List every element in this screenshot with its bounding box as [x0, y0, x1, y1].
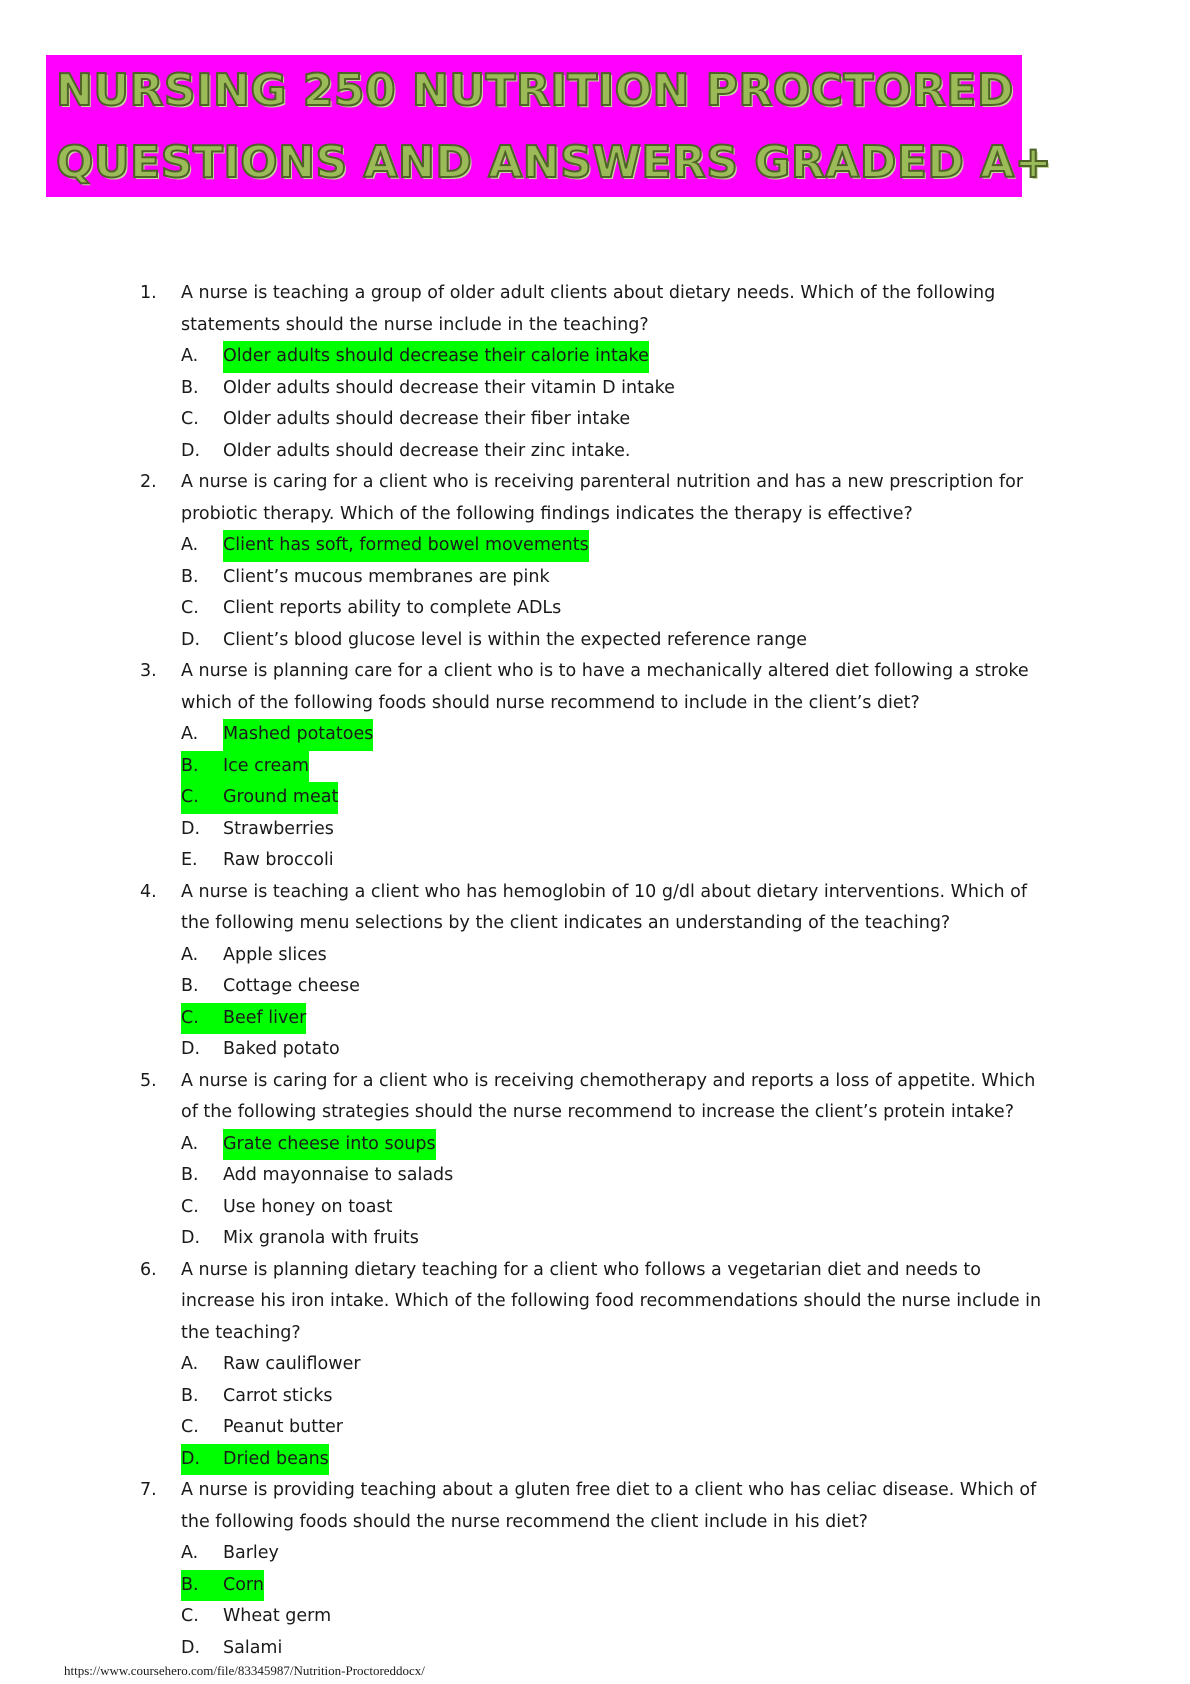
answer-option	[181, 341, 1051, 373]
question-number: 7.	[140, 1480, 157, 1500]
option-text: Barley	[223, 1543, 279, 1563]
correct-answer-text: Ground meat	[223, 782, 338, 814]
answer-option	[181, 1034, 1051, 1066]
answer-option	[181, 1003, 1051, 1035]
option-text: Client reports ability to complete ADLs	[223, 598, 562, 618]
option-letter: D.	[181, 1228, 201, 1248]
answer-option	[181, 1223, 1051, 1255]
answer-option	[181, 1601, 1051, 1633]
option-letter: B.	[181, 566, 199, 587]
question-text: A nurse is teaching a client who has hemoglobin of 10 g/dl about dietary interventions. Which of the following menu selections by the client indicates an understanding of the teaching?	[181, 881, 1028, 933]
option-letter: D.	[181, 1444, 223, 1476]
answer-option	[181, 940, 1051, 972]
question-number: 1.	[140, 283, 157, 303]
option-text: Older adults should decrease their fiber intake	[223, 409, 631, 429]
question-text: A nurse is providing teaching about a gluten free diet to a client who has celiac disease. Which of the following foods should the nurse recommend the client include in his diet?	[181, 1480, 1037, 1532]
answer-options	[181, 940, 1051, 1066]
option-letter: A.	[181, 346, 199, 366]
option-letter: D.	[181, 440, 201, 461]
option-letter: A.	[181, 1543, 199, 1563]
answer-option	[181, 1570, 1051, 1602]
option-text: Salami	[223, 1637, 283, 1658]
option-letter: C.	[181, 1417, 199, 1437]
option-letter: B.	[181, 1570, 223, 1602]
correct-answer-text: Older adults should decrease their calorie intake	[223, 341, 649, 373]
question-list	[0, 278, 1190, 1664]
answer-option	[181, 1412, 1051, 1444]
answer-option	[181, 751, 1051, 783]
option-text: Wheat germ	[223, 1606, 332, 1626]
answer-option	[181, 373, 1051, 405]
question-item	[0, 877, 1051, 1066]
answer-option	[181, 593, 1051, 625]
option-text: Raw broccoli	[223, 850, 334, 870]
option-text: Carrot sticks	[223, 1385, 333, 1406]
option-text: Older adults should decrease their zinc intake.	[223, 440, 631, 461]
question-text: A nurse is planning care for a client who is to have a mechanically altered diet following a stroke which of the following foods should nurse recommend to include in the client’s diet?	[181, 661, 1029, 713]
title-line-2: QUESTIONS AND ANSWERS GRADED A+	[56, 137, 1053, 188]
question-number: 3.	[140, 661, 157, 681]
option-text: Client’s mucous membranes are pink	[223, 566, 550, 587]
option-text: Use honey on toast	[223, 1196, 393, 1217]
option-letter: C.	[181, 409, 199, 429]
option-letter: A.	[181, 1354, 199, 1374]
option-letter: C.	[181, 1606, 199, 1626]
question-text: A nurse is planning dietary teaching for a client who follows a vegetarian diet and needs to increase his iron intake. Which of the following food recommendations should the nurse include in the teaching?	[181, 1259, 1042, 1343]
option-text: Baked potato	[223, 1039, 340, 1059]
option-text: Client’s blood glucose level is within the expected reference range	[223, 629, 808, 650]
question-number: 6.	[140, 1259, 157, 1280]
option-letter: D.	[181, 818, 201, 839]
answer-option	[181, 1129, 1051, 1161]
source-url[interactable]: https://www.coursehero.com/file/83345987/Nutrition-Proctoreddocx/	[64, 1663, 425, 1678]
answer-option	[181, 1192, 1051, 1224]
option-letter: A.	[181, 535, 199, 555]
answer-option	[181, 1381, 1051, 1413]
correct-answer-text: Mashed potatoes	[223, 719, 373, 751]
option-letter: B.	[181, 976, 199, 996]
answer-option	[181, 1538, 1051, 1570]
answer-option	[181, 971, 1051, 1003]
question-text: A nurse is caring for a client who is receiving chemotherapy and reports a loss of appetite. Which of the following strategies should the nurse recommend to increase the client’s protein intake?	[181, 1070, 1036, 1122]
answer-option	[181, 436, 1051, 468]
option-text: Cottage cheese	[223, 976, 360, 996]
option-letter: C.	[181, 1196, 199, 1217]
answer-option	[181, 782, 1051, 814]
answer-options	[181, 341, 1051, 467]
question-item	[0, 1255, 1051, 1476]
question-item	[0, 467, 1051, 656]
question-number: 5.	[140, 1070, 157, 1091]
question-item	[0, 656, 1051, 877]
question-number: 2.	[140, 472, 157, 492]
option-text: Peanut butter	[223, 1417, 343, 1437]
answer-option	[181, 1633, 1051, 1665]
option-letter: D.	[181, 629, 201, 650]
answer-option	[181, 845, 1051, 877]
option-letter: B.	[181, 1385, 199, 1406]
correct-answer-text: Grate cheese into soups	[223, 1129, 436, 1161]
option-letter: A.	[181, 944, 199, 965]
answer-options	[181, 1349, 1051, 1475]
question-item	[0, 1475, 1051, 1664]
answer-options	[181, 1129, 1051, 1255]
question-item	[0, 1066, 1051, 1255]
option-letter: B.	[181, 377, 199, 398]
question-item	[0, 278, 1051, 467]
title-line-1: NURSING 250 NUTRITION PROCTORED	[56, 65, 1014, 116]
option-text: Mix granola with fruits	[223, 1228, 419, 1248]
title-banner	[46, 55, 1053, 197]
answer-options	[181, 530, 1051, 656]
option-text: Raw cauliflower	[223, 1354, 361, 1374]
option-letter: B.	[181, 751, 223, 783]
answer-option	[181, 625, 1051, 657]
answer-option	[181, 814, 1051, 846]
correct-answer-text: Beef liver	[223, 1003, 306, 1035]
answer-options	[181, 1538, 1051, 1664]
answer-option	[181, 1349, 1051, 1381]
correct-answer-text: Dried beans	[223, 1444, 329, 1476]
answer-options	[181, 719, 1051, 877]
answer-option	[181, 404, 1051, 436]
answer-option	[181, 562, 1051, 594]
option-text: Strawberries	[223, 818, 334, 839]
answer-option	[181, 719, 1051, 751]
option-letter: D.	[181, 1637, 201, 1658]
option-text: Older adults should decrease their vitamin D intake	[223, 377, 675, 398]
correct-answer-text: Client has soft, formed bowel movements	[223, 530, 589, 562]
option-letter: D.	[181, 1039, 201, 1059]
option-text: Apple slices	[223, 944, 327, 965]
option-text: Add mayonnaise to salads	[223, 1165, 454, 1185]
option-letter: B.	[181, 1165, 199, 1185]
correct-answer-text: Ice cream	[223, 751, 309, 783]
option-letter: A.	[181, 1133, 199, 1154]
answer-option	[181, 530, 1051, 562]
option-letter: C.	[181, 782, 223, 814]
question-text: A nurse is caring for a client who is receiving parenteral nutrition and has a new prescription for probiotic therapy. Which of the following findings indicates the therapy is effective?	[181, 472, 1024, 524]
option-letter: A.	[181, 724, 199, 744]
question-number: 4.	[140, 881, 157, 902]
answer-option	[181, 1444, 1051, 1476]
answer-option	[181, 1160, 1051, 1192]
option-letter: C.	[181, 598, 199, 618]
option-letter: C.	[181, 1003, 223, 1035]
correct-answer-text: Corn	[223, 1570, 264, 1602]
option-letter: E.	[181, 850, 198, 870]
question-text: A nurse is teaching a group of older adult clients about dietary needs. Which of the following statements should the nurse include in the teaching?	[181, 283, 996, 335]
